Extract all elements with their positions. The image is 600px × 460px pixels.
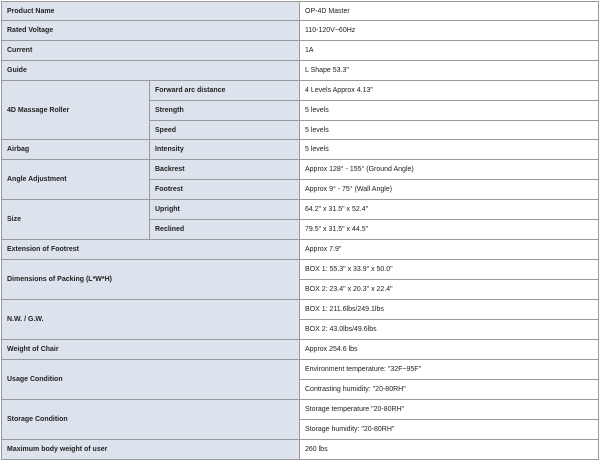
table-row xyxy=(2,160,599,180)
sub-label: Upright xyxy=(150,200,300,220)
table-row xyxy=(2,21,599,41)
row-value: Storage temperature "20-80RH" xyxy=(300,400,599,420)
sub-label: Intensity xyxy=(150,140,300,160)
row-value: OP-4D Master xyxy=(300,2,599,21)
table-row xyxy=(2,41,599,61)
sub-label: Strength xyxy=(150,101,300,121)
table-row xyxy=(2,2,599,21)
row-label: Size xyxy=(2,200,150,240)
row-label: Maximum body weight of user xyxy=(2,440,300,460)
row-value: BOX 1: 211.6lbs/249.1lbs xyxy=(300,300,599,320)
table-row xyxy=(2,61,599,81)
row-value: 5 levels xyxy=(300,101,599,121)
table-row xyxy=(2,81,599,101)
row-value: BOX 2: 43.0lbs/49.6lbs xyxy=(300,320,599,340)
row-label: Guide xyxy=(2,61,300,81)
table-row xyxy=(2,300,599,320)
row-label: Extension of Footrest xyxy=(2,240,300,260)
sub-label: Backrest xyxy=(150,160,300,180)
table-row xyxy=(2,440,599,460)
row-value: BOX 1: 55.3" x 33.9" x 50.0" xyxy=(300,260,599,280)
table-row xyxy=(2,200,599,220)
spec-table xyxy=(1,1,599,460)
sub-label: Speed xyxy=(150,121,300,140)
row-label: Weight of Chair xyxy=(2,340,300,360)
row-label: 4D Massage Roller xyxy=(2,81,150,140)
row-label: Dimensions of Packing (L*W*H) xyxy=(2,260,300,300)
row-value: 110-120V~60Hz xyxy=(300,21,599,41)
row-value: BOX 2: 23.4" x 20.3" x 22.4" xyxy=(300,280,599,300)
row-value: L Shape 53.3" xyxy=(300,61,599,81)
row-value: 260 lbs xyxy=(300,440,599,460)
table-row xyxy=(2,260,599,280)
row-value: Approx 254.6 lbs xyxy=(300,340,599,360)
row-label: Usage Condition xyxy=(2,360,300,400)
row-label: Storage Condition xyxy=(2,400,300,440)
table-row xyxy=(2,400,599,420)
row-label: Rated Voltage xyxy=(2,21,300,41)
row-value: Approx 128° - 155° (Ground Angle) xyxy=(300,160,599,180)
row-value: 5 levels xyxy=(300,121,599,140)
row-value: Approx 9° - 75° (Wall Angle) xyxy=(300,180,599,200)
row-value: 79.5" x 31.5" x 44.5" xyxy=(300,220,599,240)
sub-label: Reclined xyxy=(150,220,300,240)
row-label: Angle Adjustment xyxy=(2,160,150,200)
row-value: 5 levels xyxy=(300,140,599,160)
table-row xyxy=(2,140,599,160)
table-row xyxy=(2,240,599,260)
row-value: 4 Levels Approx 4.13" xyxy=(300,81,599,101)
sub-label: Footrest xyxy=(150,180,300,200)
row-value: 1A xyxy=(300,41,599,61)
row-value: 64.2" x 31.5" x 52.4" xyxy=(300,200,599,220)
row-value: Storage humidity: "20-80RH" xyxy=(300,420,599,440)
table-row xyxy=(2,360,599,380)
row-value: Approx 7.9" xyxy=(300,240,599,260)
table-row xyxy=(2,340,599,360)
sub-label: Forward arc distance xyxy=(150,81,300,101)
row-value: Environment temperature: "32F~95F" xyxy=(300,360,599,380)
row-label: Current xyxy=(2,41,300,61)
row-value: Contrasting humidity: "20-80RH" xyxy=(300,380,599,400)
row-label: N.W. / G.W. xyxy=(2,300,300,340)
row-label: Airbag xyxy=(2,140,150,160)
row-label: Product Name xyxy=(2,2,300,21)
